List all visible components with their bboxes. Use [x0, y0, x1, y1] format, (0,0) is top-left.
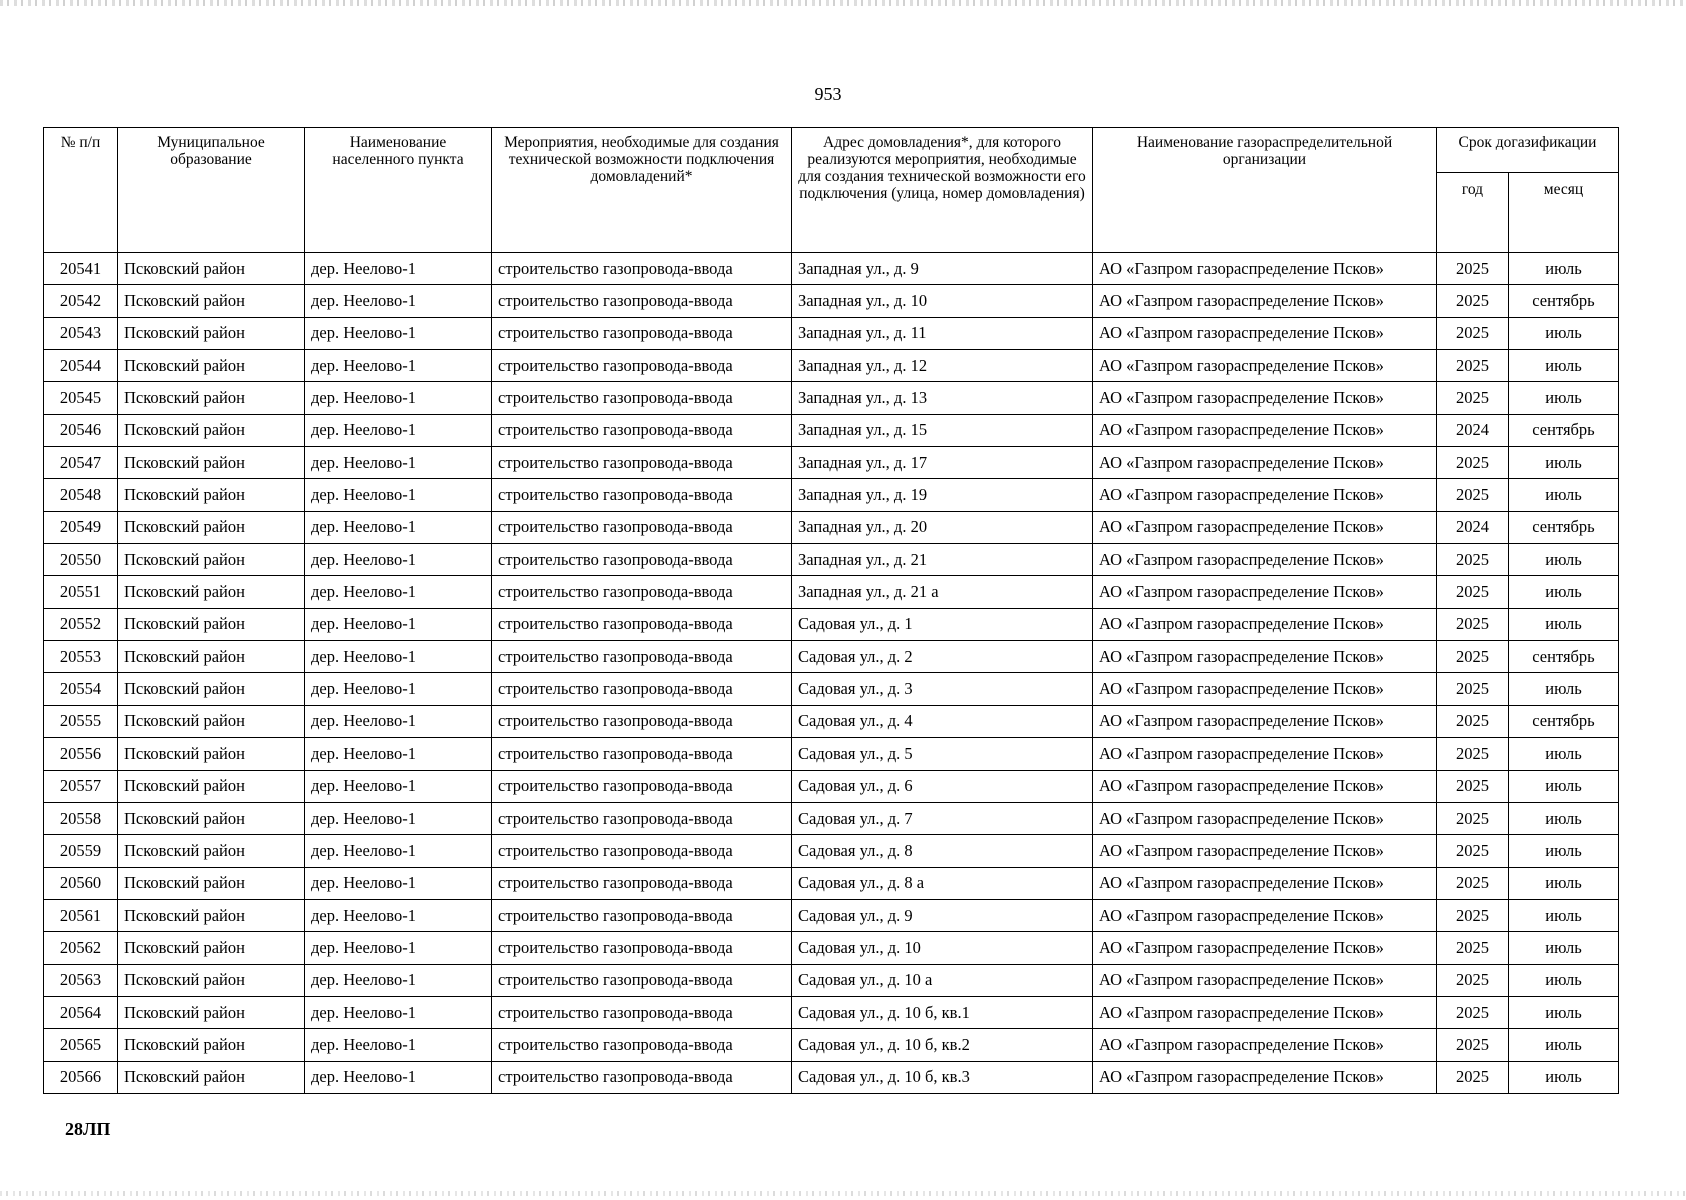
cell-settlement: дер. Неелово-1: [305, 414, 492, 446]
cell-measure: строительство газопровода-ввода: [492, 608, 792, 640]
cell-address: Садовая ул., д. 10 б, кв.1: [792, 996, 1093, 1028]
cell-settlement: дер. Неелово-1: [305, 996, 492, 1028]
cell-address: Западная ул., д. 21 а: [792, 576, 1093, 608]
cell-municipality: Псковский район: [118, 350, 305, 382]
cell-organization: АО «Газпром газораспределение Псков»: [1093, 414, 1437, 446]
cell-settlement: дер. Неелово-1: [305, 932, 492, 964]
cell-municipality: Псковский район: [118, 705, 305, 737]
cell-organization: АО «Газпром газораспределение Псков»: [1093, 673, 1437, 705]
cell-municipality: Псковский район: [118, 253, 305, 285]
table-row: [44, 317, 1619, 349]
header-municipality: Муниципальное образование: [118, 128, 305, 253]
cell-num: 20554: [44, 673, 118, 705]
cell-year: 2025: [1437, 544, 1509, 576]
header-measures: Мероприятия, необходимые для создания технической возможности подключения домовладений*: [492, 128, 792, 253]
gasification-table: [43, 127, 1619, 1094]
table-row: [44, 867, 1619, 899]
cell-municipality: Псковский район: [118, 317, 305, 349]
header-organization: Наименование газораспределительной организации: [1093, 128, 1437, 253]
cell-measure: строительство газопровода-ввода: [492, 899, 792, 931]
cell-address: Садовая ул., д. 5: [792, 738, 1093, 770]
cell-num: 20547: [44, 447, 118, 479]
cell-municipality: Псковский район: [118, 996, 305, 1028]
cell-settlement: дер. Неелово-1: [305, 544, 492, 576]
cell-measure: строительство газопровода-ввода: [492, 1029, 792, 1061]
cell-num: 20553: [44, 641, 118, 673]
cell-address: Западная ул., д. 12: [792, 350, 1093, 382]
cell-settlement: дер. Неелово-1: [305, 964, 492, 996]
cell-organization: АО «Газпром газораспределение Псков»: [1093, 447, 1437, 479]
table-row: [44, 802, 1619, 834]
cell-address: Западная ул., д. 15: [792, 414, 1093, 446]
cell-measure: строительство газопровода-ввода: [492, 770, 792, 802]
cell-municipality: Псковский район: [118, 576, 305, 608]
cell-address: Западная ул., д. 19: [792, 479, 1093, 511]
cell-month: июль: [1509, 253, 1619, 285]
cell-year: 2025: [1437, 996, 1509, 1028]
cell-organization: АО «Газпром газораспределение Псков»: [1093, 608, 1437, 640]
cell-municipality: Псковский район: [118, 1029, 305, 1061]
cell-num: 20560: [44, 867, 118, 899]
cell-address: Садовая ул., д. 7: [792, 802, 1093, 834]
table-row: [44, 479, 1619, 511]
cell-municipality: Псковский район: [118, 447, 305, 479]
cell-month: июль: [1509, 608, 1619, 640]
cell-measure: строительство газопровода-ввода: [492, 641, 792, 673]
cell-year: 2025: [1437, 641, 1509, 673]
cell-num: 20557: [44, 770, 118, 802]
cell-address: Садовая ул., д. 8: [792, 835, 1093, 867]
cell-year: 2025: [1437, 867, 1509, 899]
cell-year: 2025: [1437, 770, 1509, 802]
cell-organization: АО «Газпром газораспределение Псков»: [1093, 253, 1437, 285]
cell-address: Садовая ул., д. 8 а: [792, 867, 1093, 899]
table-row: [44, 1061, 1619, 1093]
cell-month: июль: [1509, 544, 1619, 576]
cell-year: 2025: [1437, 932, 1509, 964]
page-number: 953: [814, 84, 842, 104]
cell-settlement: дер. Неелово-1: [305, 641, 492, 673]
table-row: [44, 770, 1619, 802]
cell-year: 2025: [1437, 317, 1509, 349]
cell-settlement: дер. Неелово-1: [305, 253, 492, 285]
cell-month: июль: [1509, 835, 1619, 867]
cell-num: 20555: [44, 705, 118, 737]
cell-measure: строительство газопровода-ввода: [492, 253, 792, 285]
cell-municipality: Псковский район: [118, 414, 305, 446]
cell-settlement: дер. Неелово-1: [305, 479, 492, 511]
cell-month: июль: [1509, 1029, 1619, 1061]
table-row: [44, 414, 1619, 446]
cell-month: июль: [1509, 770, 1619, 802]
cell-month: июль: [1509, 738, 1619, 770]
cell-settlement: дер. Неелово-1: [305, 447, 492, 479]
header-month: месяц: [1509, 173, 1619, 253]
cell-settlement: дер. Неелово-1: [305, 867, 492, 899]
table-row: [44, 253, 1619, 285]
cell-municipality: Псковский район: [118, 1061, 305, 1093]
cell-year: 2025: [1437, 899, 1509, 931]
cell-year: 2025: [1437, 738, 1509, 770]
cell-num: 20556: [44, 738, 118, 770]
cell-address: Садовая ул., д. 9: [792, 899, 1093, 931]
cell-address: Западная ул., д. 17: [792, 447, 1093, 479]
cell-organization: АО «Газпром газораспределение Псков»: [1093, 1061, 1437, 1093]
table-row: [44, 576, 1619, 608]
footer-code: 28ЛП: [65, 1119, 111, 1139]
cell-organization: АО «Газпром газораспределение Псков»: [1093, 382, 1437, 414]
cell-month: сентябрь: [1509, 414, 1619, 446]
cell-organization: АО «Газпром газораспределение Псков»: [1093, 802, 1437, 834]
cell-settlement: дер. Неелово-1: [305, 673, 492, 705]
cell-measure: строительство газопровода-ввода: [492, 414, 792, 446]
table-row: [44, 705, 1619, 737]
cell-num: 20546: [44, 414, 118, 446]
cell-organization: АО «Газпром газораспределение Псков»: [1093, 899, 1437, 931]
cell-measure: строительство газопровода-ввода: [492, 1061, 792, 1093]
cell-organization: АО «Газпром газораспределение Псков»: [1093, 867, 1437, 899]
cell-num: 20566: [44, 1061, 118, 1093]
header-num: № п/п: [44, 128, 118, 253]
cell-month: июль: [1509, 932, 1619, 964]
cell-measure: строительство газопровода-ввода: [492, 964, 792, 996]
table-row: [44, 932, 1619, 964]
cell-num: 20561: [44, 899, 118, 931]
cell-settlement: дер. Неелово-1: [305, 382, 492, 414]
table-row: [44, 996, 1619, 1028]
cell-organization: АО «Газпром газораспределение Псков»: [1093, 317, 1437, 349]
cell-settlement: дер. Неелово-1: [305, 1061, 492, 1093]
table-row: [44, 673, 1619, 705]
cell-month: июль: [1509, 867, 1619, 899]
cell-year: 2024: [1437, 414, 1509, 446]
cell-organization: АО «Газпром газораспределение Псков»: [1093, 964, 1437, 996]
cell-organization: АО «Газпром газораспределение Псков»: [1093, 576, 1437, 608]
cell-month: сентябрь: [1509, 285, 1619, 317]
cell-address: Западная ул., д. 10: [792, 285, 1093, 317]
cell-month: июль: [1509, 899, 1619, 931]
table-row: [44, 964, 1619, 996]
cell-municipality: Псковский район: [118, 867, 305, 899]
table-row: [44, 447, 1619, 479]
cell-month: сентябрь: [1509, 641, 1619, 673]
cell-address: Западная ул., д. 9: [792, 253, 1093, 285]
cell-year: 2025: [1437, 576, 1509, 608]
table-row: [44, 738, 1619, 770]
cell-municipality: Псковский район: [118, 673, 305, 705]
table-row: [44, 285, 1619, 317]
cell-organization: АО «Газпром газораспределение Псков»: [1093, 350, 1437, 382]
cell-measure: строительство газопровода-ввода: [492, 576, 792, 608]
cell-measure: строительство газопровода-ввода: [492, 285, 792, 317]
cell-measure: строительство газопровода-ввода: [492, 511, 792, 543]
cell-settlement: дер. Неелово-1: [305, 802, 492, 834]
cell-settlement: дер. Неелово-1: [305, 705, 492, 737]
cell-settlement: дер. Неелово-1: [305, 608, 492, 640]
table-header: [44, 128, 1619, 253]
cell-month: июль: [1509, 1061, 1619, 1093]
cell-measure: строительство газопровода-ввода: [492, 802, 792, 834]
cell-num: 20552: [44, 608, 118, 640]
cell-municipality: Псковский район: [118, 770, 305, 802]
cell-year: 2024: [1437, 511, 1509, 543]
cell-measure: строительство газопровода-ввода: [492, 447, 792, 479]
cell-organization: АО «Газпром газораспределение Псков»: [1093, 1029, 1437, 1061]
cell-month: сентябрь: [1509, 705, 1619, 737]
table-row: [44, 641, 1619, 673]
cell-address: Западная ул., д. 11: [792, 317, 1093, 349]
cell-year: 2025: [1437, 253, 1509, 285]
cell-measure: строительство газопровода-ввода: [492, 382, 792, 414]
table-body: [44, 253, 1619, 1094]
header-address: Адрес домовладения*, для которого реализуются мероприятия, необходимые для создания технической возможности его подключения (улица, номер домовладения): [792, 128, 1093, 253]
cell-year: 2025: [1437, 479, 1509, 511]
cell-municipality: Псковский район: [118, 932, 305, 964]
cell-measure: строительство газопровода-ввода: [492, 479, 792, 511]
cell-settlement: дер. Неелово-1: [305, 511, 492, 543]
cell-measure: строительство газопровода-ввода: [492, 738, 792, 770]
cell-year: 2025: [1437, 964, 1509, 996]
cell-address: Садовая ул., д. 10: [792, 932, 1093, 964]
cell-organization: АО «Газпром газораспределение Псков»: [1093, 835, 1437, 867]
cell-municipality: Псковский район: [118, 382, 305, 414]
cell-num: 20542: [44, 285, 118, 317]
cell-organization: АО «Газпром газораспределение Псков»: [1093, 932, 1437, 964]
cell-address: Садовая ул., д. 3: [792, 673, 1093, 705]
cell-measure: строительство газопровода-ввода: [492, 932, 792, 964]
cell-year: 2025: [1437, 382, 1509, 414]
cell-month: июль: [1509, 964, 1619, 996]
scan-edge-top: [0, 0, 1686, 6]
cell-settlement: дер. Неелово-1: [305, 770, 492, 802]
cell-measure: строительство газопровода-ввода: [492, 317, 792, 349]
cell-organization: АО «Газпром газораспределение Псков»: [1093, 511, 1437, 543]
cell-month: июль: [1509, 802, 1619, 834]
cell-address: Западная ул., д. 21: [792, 544, 1093, 576]
cell-num: 20550: [44, 544, 118, 576]
cell-year: 2025: [1437, 1061, 1509, 1093]
cell-municipality: Псковский район: [118, 899, 305, 931]
scan-edge-bottom: [0, 1191, 1686, 1196]
cell-municipality: Псковский район: [118, 544, 305, 576]
cell-settlement: дер. Неелово-1: [305, 835, 492, 867]
cell-year: 2025: [1437, 705, 1509, 737]
cell-organization: АО «Газпром газораспределение Псков»: [1093, 705, 1437, 737]
cell-num: 20548: [44, 479, 118, 511]
cell-measure: строительство газопровода-ввода: [492, 835, 792, 867]
cell-organization: АО «Газпром газораспределение Псков»: [1093, 641, 1437, 673]
cell-municipality: Псковский район: [118, 608, 305, 640]
cell-organization: АО «Газпром газораспределение Псков»: [1093, 285, 1437, 317]
cell-settlement: дер. Неелово-1: [305, 899, 492, 931]
cell-municipality: Псковский район: [118, 641, 305, 673]
cell-month: июль: [1509, 382, 1619, 414]
cell-settlement: дер. Неелово-1: [305, 350, 492, 382]
cell-month: июль: [1509, 673, 1619, 705]
cell-num: 20549: [44, 511, 118, 543]
cell-address: Садовая ул., д. 6: [792, 770, 1093, 802]
cell-municipality: Псковский район: [118, 802, 305, 834]
cell-year: 2025: [1437, 1029, 1509, 1061]
cell-measure: строительство газопровода-ввода: [492, 673, 792, 705]
cell-num: 20565: [44, 1029, 118, 1061]
header-deadline: Срок догазификации: [1437, 128, 1619, 173]
cell-year: 2025: [1437, 285, 1509, 317]
cell-num: 20562: [44, 932, 118, 964]
cell-municipality: Псковский район: [118, 479, 305, 511]
cell-month: июль: [1509, 576, 1619, 608]
cell-settlement: дер. Неелово-1: [305, 1029, 492, 1061]
cell-month: июль: [1509, 447, 1619, 479]
cell-municipality: Псковский район: [118, 964, 305, 996]
cell-month: июль: [1509, 479, 1619, 511]
cell-num: 20545: [44, 382, 118, 414]
table-row: [44, 899, 1619, 931]
table-row: [44, 382, 1619, 414]
cell-year: 2025: [1437, 673, 1509, 705]
cell-year: 2025: [1437, 447, 1509, 479]
cell-address: Западная ул., д. 13: [792, 382, 1093, 414]
cell-address: Садовая ул., д. 1: [792, 608, 1093, 640]
cell-measure: строительство газопровода-ввода: [492, 996, 792, 1028]
cell-settlement: дер. Неелово-1: [305, 576, 492, 608]
cell-settlement: дер. Неелово-1: [305, 285, 492, 317]
cell-municipality: Псковский район: [118, 738, 305, 770]
cell-month: июль: [1509, 996, 1619, 1028]
cell-settlement: дер. Неелово-1: [305, 317, 492, 349]
table-row: [44, 1029, 1619, 1061]
cell-organization: АО «Газпром газораспределение Псков»: [1093, 996, 1437, 1028]
table-row: [44, 544, 1619, 576]
cell-month: июль: [1509, 317, 1619, 349]
cell-municipality: Псковский район: [118, 511, 305, 543]
cell-organization: АО «Газпром газораспределение Псков»: [1093, 479, 1437, 511]
cell-num: 20551: [44, 576, 118, 608]
header-settlement: Наименование населенного пункта: [305, 128, 492, 253]
cell-year: 2025: [1437, 835, 1509, 867]
cell-address: Садовая ул., д. 2: [792, 641, 1093, 673]
cell-organization: АО «Газпром газораспределение Псков»: [1093, 738, 1437, 770]
table-row: [44, 350, 1619, 382]
cell-year: 2025: [1437, 802, 1509, 834]
cell-year: 2025: [1437, 350, 1509, 382]
cell-num: 20543: [44, 317, 118, 349]
cell-municipality: Псковский район: [118, 285, 305, 317]
cell-measure: строительство газопровода-ввода: [492, 544, 792, 576]
cell-organization: АО «Газпром газораспределение Псков»: [1093, 544, 1437, 576]
cell-year: 2025: [1437, 608, 1509, 640]
cell-month: июль: [1509, 350, 1619, 382]
cell-month: сентябрь: [1509, 511, 1619, 543]
cell-num: 20559: [44, 835, 118, 867]
cell-num: 20564: [44, 996, 118, 1028]
cell-address: Садовая ул., д. 10 а: [792, 964, 1093, 996]
cell-settlement: дер. Неелово-1: [305, 738, 492, 770]
cell-num: 20541: [44, 253, 118, 285]
cell-num: 20544: [44, 350, 118, 382]
cell-measure: строительство газопровода-ввода: [492, 350, 792, 382]
header-year: год: [1437, 173, 1509, 253]
cell-address: Западная ул., д. 20: [792, 511, 1093, 543]
table-row: [44, 511, 1619, 543]
cell-address: Садовая ул., д. 4: [792, 705, 1093, 737]
cell-measure: строительство газопровода-ввода: [492, 867, 792, 899]
cell-address: Садовая ул., д. 10 б, кв.2: [792, 1029, 1093, 1061]
cell-municipality: Псковский район: [118, 835, 305, 867]
cell-measure: строительство газопровода-ввода: [492, 705, 792, 737]
cell-num: 20563: [44, 964, 118, 996]
table-row: [44, 835, 1619, 867]
cell-num: 20558: [44, 802, 118, 834]
table-row: [44, 608, 1619, 640]
cell-address: Садовая ул., д. 10 б, кв.3: [792, 1061, 1093, 1093]
cell-organization: АО «Газпром газораспределение Псков»: [1093, 770, 1437, 802]
